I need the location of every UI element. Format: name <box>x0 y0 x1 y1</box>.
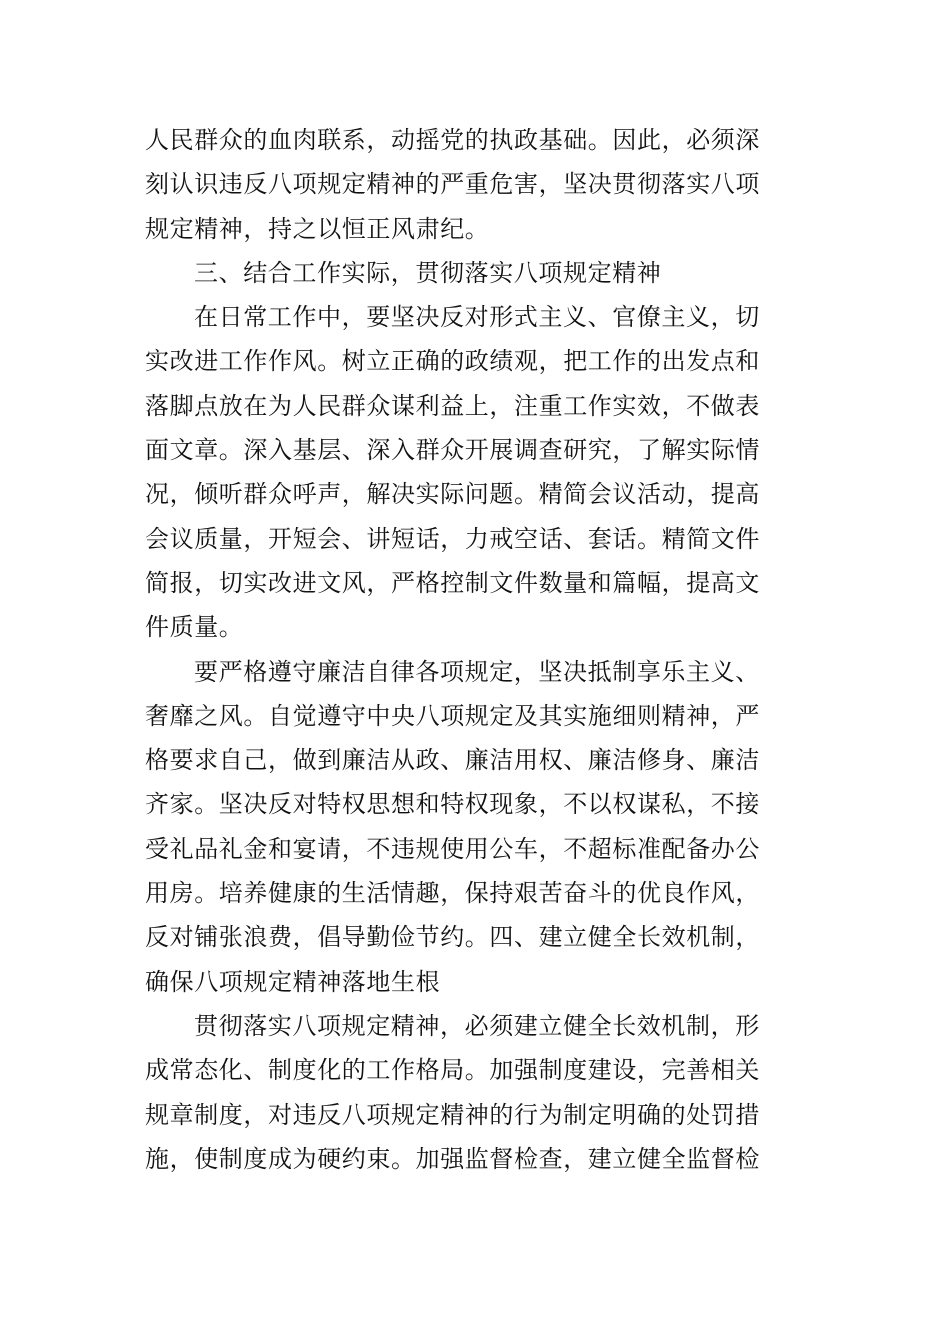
text-line: 反对铺张浪费，倡导勤俭节约。四、建立健全长效机制， <box>145 923 760 952</box>
paragraph-start: 要严格遵守廉洁自律各项规定，坚决抵制享乐主义、 <box>194 657 760 686</box>
text-line: 简报，切实改进文风，严格控制文件数量和篇幅，提高文 <box>145 568 760 597</box>
text-line: 齐家。坚决反对特权思想和特权现象，不以权谋私，不接 <box>145 790 760 819</box>
paragraph-start: 贯彻落实八项规定精神，必须建立健全长效机制，形 <box>194 1011 760 1040</box>
text-line: 会议质量，开短会、讲短话，力戒空话、套话。精简文件 <box>145 524 760 553</box>
text-line: 规定精神，持之以恒正风肃纪。 <box>145 214 490 243</box>
text-line: 况，倾听群众呼声，解决实际问题。精简会议活动，提高 <box>145 480 760 509</box>
document-page <box>145 118 810 1181</box>
text-line: 奢靡之风。自觉遵守中央八项规定及其实施细则精神，严 <box>145 701 760 730</box>
text-line: 件质量。 <box>145 613 244 642</box>
text-line: 确保八项规定精神落地生根 <box>145 967 441 996</box>
text-line: 人民群众的血肉联系，动摇党的执政基础。因此，必须深 <box>145 126 760 154</box>
text-line: 落脚点放在为人民群众谋利益上，注重工作实效，不做表 <box>145 391 760 420</box>
text-line: 规章制度，对违反八项规定精神的行为制定明确的处罚措 <box>145 1100 760 1129</box>
text-line: 成常态化、制度化的工作格局。加强制度建设，完善相关 <box>145 1056 760 1085</box>
text-line: 面文章。深入基层、深入群众开展调查研究，了解实际情 <box>145 436 760 465</box>
text-line: 刻认识违反八项规定精神的严重危害，坚决贯彻落实八项 <box>145 170 760 199</box>
text-line: 格要求自己，做到廉洁从政、廉洁用权、廉洁修身、廉洁 <box>145 746 760 775</box>
section-heading-3: 三、结合工作实际，贯彻落实八项规定精神 <box>194 258 662 287</box>
paragraph-start: 在日常工作中，要坚决反对形式主义、官僚主义，切 <box>194 303 760 332</box>
text-line: 受礼品礼金和宴请，不违规使用公车，不超标准配备办公 <box>145 834 760 863</box>
text-line: 施，使制度成为硬约束。加强监督检查，建立健全监督检 <box>145 1144 760 1173</box>
text-line: 实改进工作作风。树立正确的政绩观，把工作的出发点和 <box>145 347 760 376</box>
text-line: 用房。培养健康的生活情趣，保持艰苦奋斗的优良作风， <box>145 879 760 908</box>
